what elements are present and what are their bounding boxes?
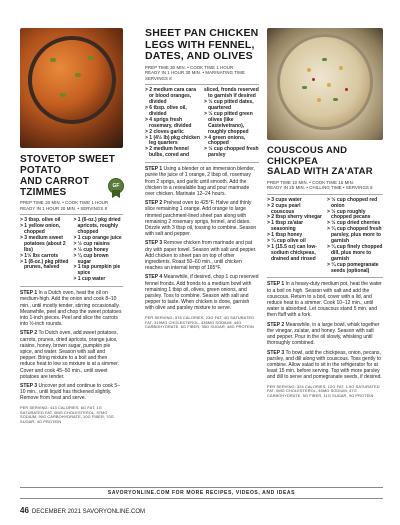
parsley-garnish [333, 98, 338, 101]
recipe-step [145, 274, 259, 311]
ingredient: > 2 tbsp sherry vinegar [267, 214, 322, 221]
footer-banner [20, 487, 383, 499]
chickpea [327, 83, 331, 87]
ingredient: > ¼ cup finely chopped dill, plus more to garnish [327, 243, 383, 262]
recipe-title [145, 28, 259, 63]
step-label: STEP 3 [145, 240, 163, 247]
ingredient: > 2 cloves garlic [145, 128, 184, 135]
badge-label: GF [108, 178, 124, 194]
ingredient: > ½ cup roughly chopped pecans [327, 208, 371, 221]
ingredient: > 4 sprigs fresh rosemary, divided [145, 116, 192, 129]
title-line: STOVETOP SWEET POTATO [20, 154, 116, 176]
ingredient: > ¼ cup brown sugar [73, 252, 109, 265]
recipe-sheet-pan-chicken [145, 28, 259, 330]
recipe-step [145, 240, 259, 271]
ingredient-list [267, 194, 383, 279]
recipe-step [267, 322, 383, 347]
ingredient: > 1 (15.5 oz) can low-sodium chickpeas, drained and rinsed [267, 243, 317, 262]
title-line: AND CARROT TZIMMES [20, 176, 90, 198]
page-footer [20, 506, 145, 515]
ingredient: > ½ cup pitted green olives (like Castelvetrano), roughly chopped [204, 110, 253, 135]
step-label: STEP 1 [145, 166, 163, 173]
step-label: STEP 3 [20, 383, 38, 389]
herb-garnish [88, 56, 94, 60]
ingredient: > 1 (4½ lb) pkg chicken leg quarters [145, 134, 200, 147]
badge-ribbon [112, 190, 120, 198]
meta-line: READY IN 1 HOUR 30 MIN. • MARINATING TIME [145, 70, 245, 76]
pomegranate-seed [345, 88, 348, 91]
recipe-step [267, 281, 383, 318]
ingredient: > 3 medium sweet potatoes (about 2 lbs) [20, 234, 66, 253]
ingredient: > ½ cup dried cherries [327, 220, 381, 227]
ingredient: > ¼ cup chopped fresh parsley, plus more to garnish [327, 226, 382, 245]
step-text: To bowl, add the chickpeas, onion, pecans, parsley, and dill along with couscous. Toss gently to combine. Allow salad to sit in the refrigerator for at least 15 min. before serving. Top with more parsley and dill to serve and pomegranate seeds, if desired. [267, 349, 382, 381]
ingredient: > 1 (8-oz.) pkg pitted prunes, halved [20, 258, 69, 271]
ingredient: > 2 medium fennel bulbs, cored and [145, 146, 190, 159]
tzimmes-dish-image [28, 36, 116, 124]
herb-garnish [50, 58, 56, 62]
ingredient-column-left [145, 88, 200, 159]
issue-info: DECEMBER 2021 SAVORYONLINE.COM [31, 509, 146, 515]
ingredient: > ½ cup pitted dates, quartered [204, 99, 254, 111]
nutrition-info: PER SERVING: 413 CALORIES, 6G FAT, 1G SATURATED FAT, 0MG CHOLESTEROL, 97MG SODIUM, 90G CARBOHYDRATE, 10G FIBER, 70G SUGAR, 4G PROTEIN [20, 404, 114, 425]
step-text: To Dutch oven, add sweet potatoes, carrots, prunes, dried apricots, orange juice, raisins, honey, brown sugar, pumpkin pie spice, and water. Season with salt and pepper. Bring mixture to a boil and then reduce heat to low so mixture is at a simmer. Cover and cook 45–50 min., until sweet potatoes are tender. [20, 330, 119, 380]
tzimmes-photo [20, 28, 123, 148]
nutrition-info: PER SERVING: 324 CALORIES, 12G FAT, 1.5G SATURATED FAT, 0MG CHOLESTEROL, 45MG SODIUM, 47G CARBOHYDRATE, 5G FIBER, 11G SUGAR, 9G PROTEIN [267, 383, 380, 399]
recipe-step [20, 330, 123, 380]
ingredient-column-left [267, 198, 323, 275]
chickpea [339, 66, 343, 70]
title-line: DATES, AND OLIVES [145, 50, 253, 62]
herb-garnish [60, 93, 66, 97]
ingredient: > 2 medium cara cara or blood oranges, divided [145, 87, 197, 106]
ingredient: > 1 tbsp za'atar seasoning [267, 220, 304, 233]
meta-line: SERVINGS 8 [145, 75, 172, 81]
ingredient: > ½ cup raisins [73, 240, 110, 247]
recipe-couscous-salad [267, 28, 383, 399]
meta-line: PREP TIME 30 MIN. • COOK TIME 1 HOUR [145, 64, 234, 70]
ingredient: > ½ cup chopped fresh parsley [204, 146, 259, 159]
step-text: Meanwhile, in a large bowl, whisk together the vinegar, za'atar, and honey. Season with salt and pepper. Pour in the oil slowly, whisking until thoroughly combined. [267, 321, 380, 347]
recipe-meta [145, 65, 259, 82]
ingredient: sliced, fronds reserved to garnish if desired [204, 87, 259, 100]
ingredient: > ½ cup chopped red onion [327, 196, 378, 209]
ingredient: > 1 tsp pumpkin pie spice [73, 264, 121, 277]
recipe-meta [20, 200, 123, 211]
ingredient-list [20, 214, 123, 287]
meta-line: PREP TIME 20 MIN. • COOK TIME 1 HOUR [20, 200, 109, 205]
title-line: SALAD WITH ZA'ATAR [267, 166, 373, 177]
title-line: SHEET PAN CHICKEN [145, 27, 259, 39]
ingredient-column-left [20, 218, 70, 283]
title-line: COUSCOUS AND CHICKPEA [267, 145, 348, 167]
step-text: In a Dutch oven, heat the oil on medium-high. Add the onion and cook 8–10 min., until mostly tender, stirring occasionally. Meanwhile, peel and chop the sweet potatoes into 1-inch pieces. Peel and slice the carrots into ½-inch rounds. [20, 290, 122, 328]
ingredient: > ¼ cup olive oil [267, 238, 306, 245]
recipe-step [145, 166, 259, 197]
recipe-meta [267, 180, 383, 191]
couscous-bowl-image [277, 34, 373, 130]
step-label: STEP 2 [145, 200, 163, 207]
recipe-step [20, 290, 123, 327]
ingredient: > 6 tbsp. olive oil, divided [145, 105, 187, 117]
recipe-step [267, 350, 383, 381]
ingredient: > 1 cup water [73, 276, 106, 283]
herb-garnish [75, 73, 81, 77]
step-label: STEP 2 [20, 330, 38, 337]
ingredient: > 3 tbsp. olive oil [20, 217, 61, 224]
ingredient: > 1½ lbs carrots [20, 252, 59, 259]
step-text: Uncover pot and continue to cook 5–10 min., until liquid has thickened slightly. Remove from heat and serve. [20, 383, 120, 402]
recipe-title [267, 146, 383, 178]
step-text: Meanwhile, if desired, chop 1 cup reserved fennel fronds. Add fronds to a medium bowl with remaining 1 tbsp oil, olives, green onions, and parsley. Toss to combine. Season with salt and pepper to taste. When chicken is done, garnish with olive and parsley mixture to serve. [145, 274, 259, 312]
step-label: STEP 4 [145, 274, 163, 281]
pomegranate-seed [312, 78, 315, 81]
chickpea [317, 98, 321, 102]
step-label: STEP 2 [267, 321, 285, 328]
parsley-garnish [302, 86, 307, 89]
ingredient-column-right [74, 218, 124, 283]
step-label: STEP 3 [267, 349, 285, 356]
ingredient: > ¼ cup pomegranate seeds (optional) [327, 261, 379, 274]
ingredient: > 1 cup orange juice [73, 234, 122, 241]
page-number: 46 [20, 506, 29, 515]
meta-line: READY IN 1 HOUR 20 MIN. • SERVINGS 8 [20, 205, 108, 211]
footer-banner-text: SAVORYONLINE.COM FOR MORE RECIPES, VIDEOS, AND IDEAS [107, 490, 296, 496]
step-text: Preheat oven to 425°F. Halve and thinly slice remaining 1 orange. Add orange to large rimmed parchment-lined sheet pan along with remaining 2 rosemary sprigs, fennel, and dates. Drizzle with 3 tbsp oil, tossing to combine. Season with salt and pepper. [145, 200, 257, 238]
meta-line: READY IN 25 MIN. • CHILLING TIME • SERVINGS 8 [267, 185, 373, 191]
step-label: STEP 1 [267, 281, 285, 288]
ingredient-column-right [204, 88, 259, 159]
ingredient: > 1 yellow onion, chopped [20, 223, 61, 235]
gluten-free-badge [108, 178, 124, 198]
parsley-garnish [322, 58, 327, 61]
ingredient: > 2 cups pearl couscous [267, 202, 301, 215]
step-text: Remove chicken from marinade and pat dry with paper towel. Season with salt and pepper. Add chicken to sheet pan on top of other ingredients. Roast 50–60 min., until chicken reaches an internal temp of 165°F. [145, 240, 257, 272]
ingredient: > ½ cup honey [73, 246, 109, 253]
meta-line: PREP TIME 10 MIN. • COOK TIME 15 MIN. [267, 179, 355, 185]
ingredient: > 3 cups water [267, 196, 302, 203]
couscous-photo [267, 28, 383, 140]
ingredient: > 1 (6-oz.) pkg dried apricots, roughly chopped [73, 217, 121, 235]
ingredient: > 1 tbsp honey [267, 232, 303, 239]
recipe-step [145, 200, 259, 237]
recipe-step [20, 383, 123, 402]
ingredient: > 4 green onions, chopped [204, 134, 246, 147]
recipe-tzimmes [20, 28, 123, 425]
chickpea [307, 68, 311, 72]
nutrition-info: PER SERVING: 578 CALORIES, 23G FAT, 4G SATURATED FAT, 319MG CHOLESTEROL, 435MG SODIUM, 44G CARBOHYDRATE, 6G FIBER, 35G SUGAR, 48G PROTEIN [145, 314, 255, 330]
title-line: LEGS WITH FENNEL, [145, 38, 255, 51]
ingredient-column-right [327, 198, 383, 275]
step-text: Using a blender or an immersion blender, purée the juice of 1 orange, 2 tbsp oil, rosemary from 2 sprigs, and garlic until smooth. Add the chicken to a resealable bag and pour marinade over chicken. Marinate 12–24 hours. [145, 166, 255, 197]
ingredient-list [145, 84, 259, 163]
step-label: STEP 1 [20, 290, 38, 297]
step-text: In a heavy-duty medium pot, heat the water to a boil on high. Season with salt and add the couscous. Return to a boil, cover with a lid, and reduce heat to a simmer. Cook 10–12 min., until water is absorbed. Let couscous stand 5 min. and then fluff with a fork. [267, 281, 382, 319]
